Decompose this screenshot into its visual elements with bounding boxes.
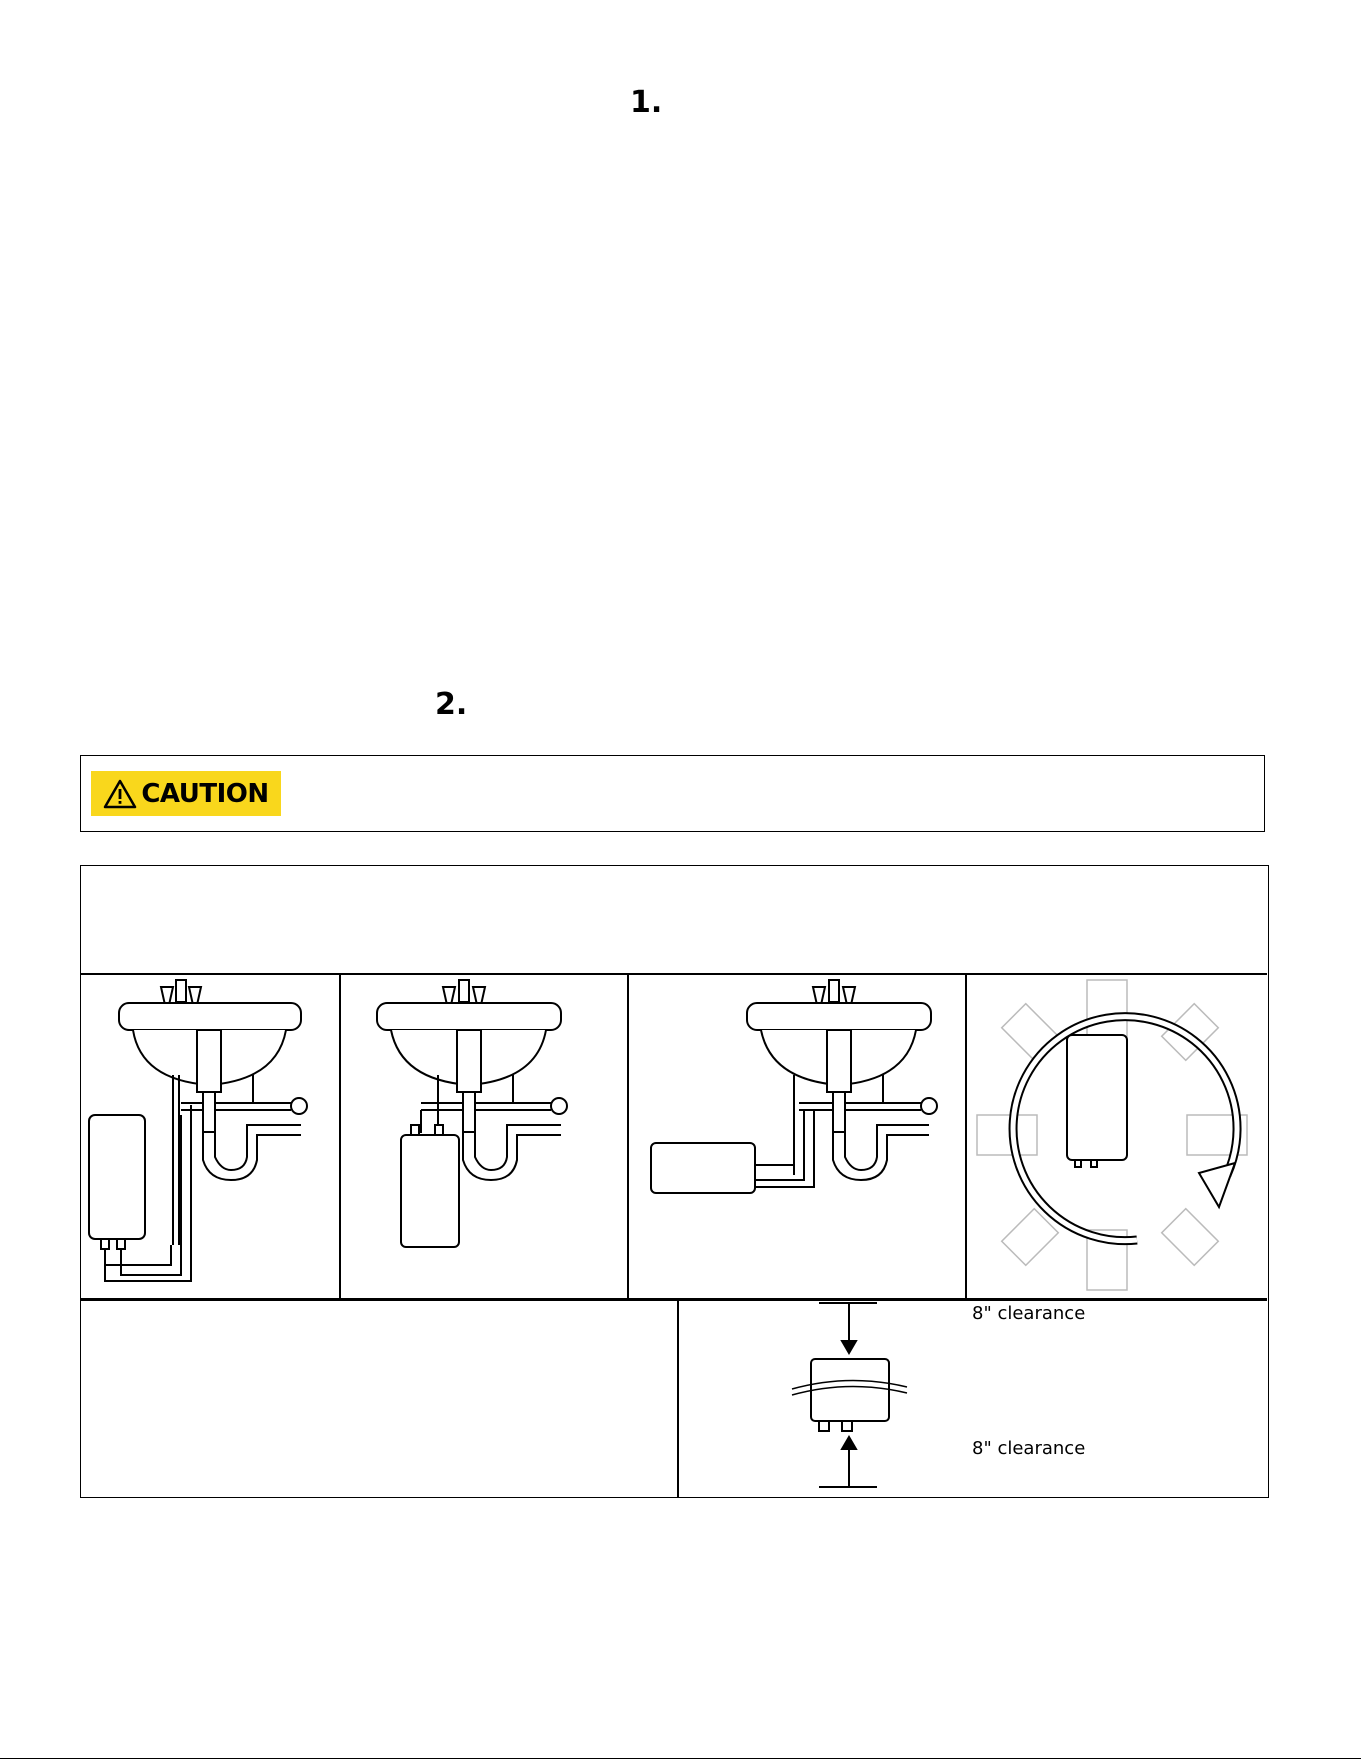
sink-diagram-wall-mount — [81, 975, 338, 1297]
warning-triangle-icon — [103, 779, 137, 809]
clearance-bottom-label: 8" clearance — [972, 1438, 1086, 1459]
caution-label: CAUTION — [141, 778, 269, 809]
step-2-number: 2. — [435, 687, 468, 722]
sink-diagram-horizontal — [629, 975, 964, 1297]
caution-badge — [91, 771, 281, 816]
sink-diagram-below-sink — [341, 975, 626, 1297]
clearance-diagram — [679, 1301, 1267, 1497]
clearance-top-label: 8" clearance — [972, 1303, 1086, 1324]
caution-box — [80, 755, 1265, 832]
orientation-rotation-diagram — [967, 975, 1267, 1297]
step-1-number: 1. — [630, 85, 663, 120]
installation-figure-grid — [80, 865, 1269, 1498]
footer-rule — [0, 1758, 1361, 1759]
